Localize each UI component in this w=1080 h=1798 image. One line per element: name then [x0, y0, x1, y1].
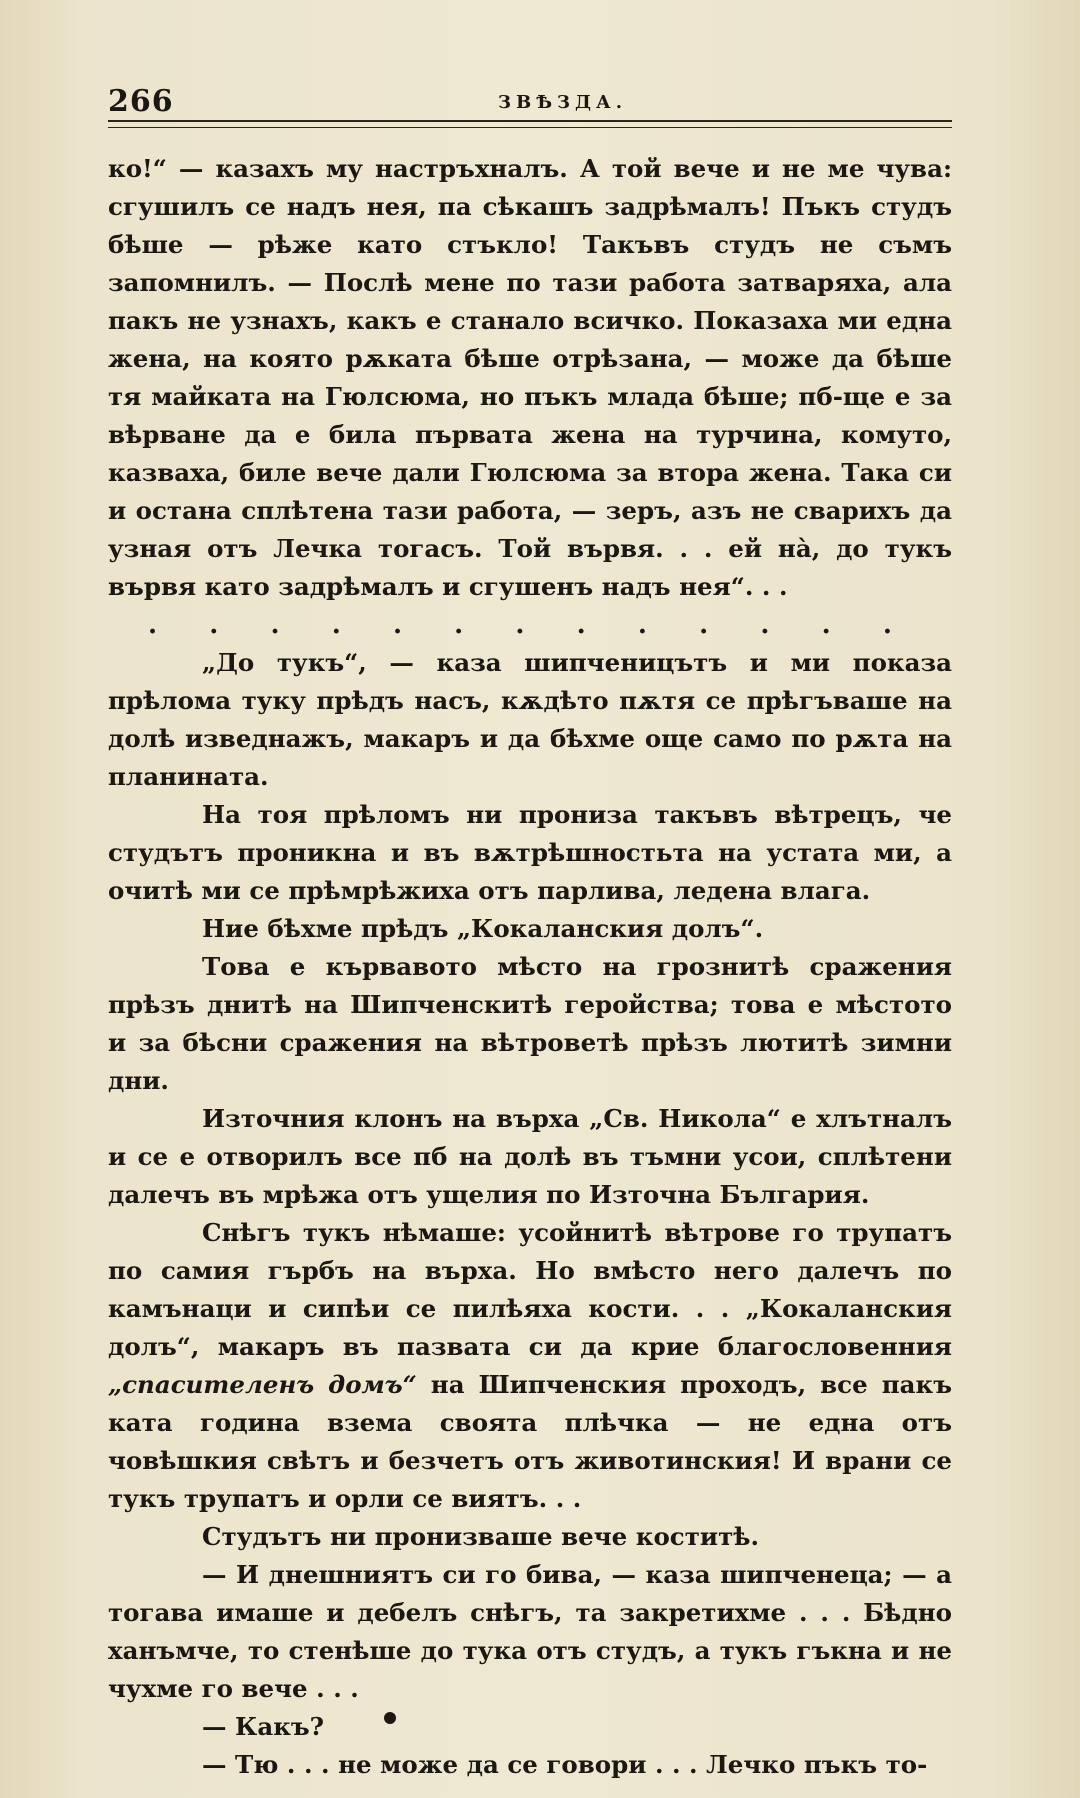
paragraph-6: Източния клонъ на върха „Св. Никола“ е хлътналъ и се е отворилъ все пб на долѣ въ тъмни усои, сплѣтени далечъ въ мрѣжа отъ ущелия по Източна България.	[108, 1104, 952, 1209]
dot: .	[699, 610, 709, 640]
paragraph-5: Това е кървавото мѣсто на грознитѣ сражения прѣзъ днитѣ на Шипченскитѣ геройства; това е мѣстото и за бѣсни сражения на вѣтроветѣ прѣзъ лютитѣ зимни дни.	[108, 952, 952, 1095]
ink-blot-ornament	[384, 1712, 396, 1724]
paragraph-7-part-a: Снѣгъ тукъ нѣмаше: усойнитѣ вѣтрове го трупатъ по самия гърбъ на върха. Но вмѣсто него далечъ по камънаци и сипѣи се пилѣяха кости. . . „Кокаланския долъ“, макаръ въ пазвата си да крие благословенния	[108, 1218, 952, 1361]
dot: .	[331, 610, 341, 640]
paragraph-7	[108, 1214, 952, 1518]
paragraph-4: Ние бѣхме прѣдъ „Кокаланския долъ“.	[202, 914, 764, 943]
dot: .	[148, 610, 158, 640]
paragraph-9: — И днешниятъ си го бива, — каза шипченеца; — а тогава имаше и дебелъ снѣгъ, та закретихме . . . Бѣдно ханъмче, то стенѣше до тука отъ студъ, а тукъ гъкна и не чухме го вече . . .	[108, 1560, 952, 1703]
ellipsis-row	[108, 606, 952, 644]
paragraph-10: — Какъ?	[202, 1712, 325, 1741]
header-rule	[108, 120, 952, 128]
dot: .	[270, 610, 280, 640]
page-header	[108, 84, 952, 124]
paragraph-3: На тоя прѣломъ ни прониза такъвъ вѣтрецъ, че студътъ проникна и въ вѫтрѣшностьта на устата ми, а очитѣ ми се прѣмрѣжиха отъ парлива, ледена влага.	[108, 800, 952, 905]
paragraph-7-part-b: на Шипченския проходъ, все пакъ ката година взема своята плѣчка — не една отъ човѣшкия свѣтъ и безчетъ отъ животинския! И врани се тукъ трупатъ и орли се виятъ. . .	[108, 1370, 952, 1513]
paragraph-7-italic: „спасителенъ домъ“	[108, 1370, 417, 1399]
page-number: 266	[108, 84, 174, 119]
dot: .	[576, 610, 586, 640]
paragraph-2: „До тукъ“, — каза шипченицътъ и ми показа прѣлома туку прѣдъ насъ, кѫдѣто пѫтя се прѣгъваше на долѣ изведнажъ, макаръ и да бѣхме още само по рѫта на планината.	[108, 648, 952, 791]
dot: .	[821, 610, 831, 640]
dot: .	[454, 610, 464, 640]
dot: .	[392, 610, 402, 640]
running-title: ЗВѢЗДА.	[498, 92, 627, 113]
dot: .	[882, 610, 892, 640]
paragraph-8: Студътъ ни пронизваше вече коститѣ.	[202, 1522, 760, 1551]
dot: .	[209, 610, 219, 640]
body-text	[108, 150, 952, 1784]
dot: .	[637, 610, 647, 640]
dot: .	[515, 610, 525, 640]
dot: .	[760, 610, 770, 640]
paragraph-1: ко!“ — казахъ му настръхналъ. А той вече и не ме чува: сгушилъ се надъ нея, па сѣкашъ задрѣмалъ! Пъкъ студъ бѣше — рѣже като стъкло! Такъвъ студъ не съмъ запомнилъ. — Послѣ мене по тази работа затваряха, ала пакъ не узнахъ, какъ е станало всичко. Показаха ми една жена, на която рѫката бѣше отрѣзана, — може да бѣше тя майката на Гюлсюма, но пъкъ млада бѣше; пб-ще е за вѣрване да е била първата жена на турчина, комуто, казваха, биле вече дали Гюлсюма за втора жена. Така си и остана сплѣтена тази работа, — зеръ, азъ не сварихъ да узная отъ Лечка тогасъ. Той вървя. . . ей нà, до тукъ вървя като задрѣмалъ и сгушенъ надъ нея“. . .	[108, 154, 952, 601]
paragraph-11: — Тю . . . не може да се говори . . . Лечко пъкъ то-	[202, 1750, 928, 1779]
